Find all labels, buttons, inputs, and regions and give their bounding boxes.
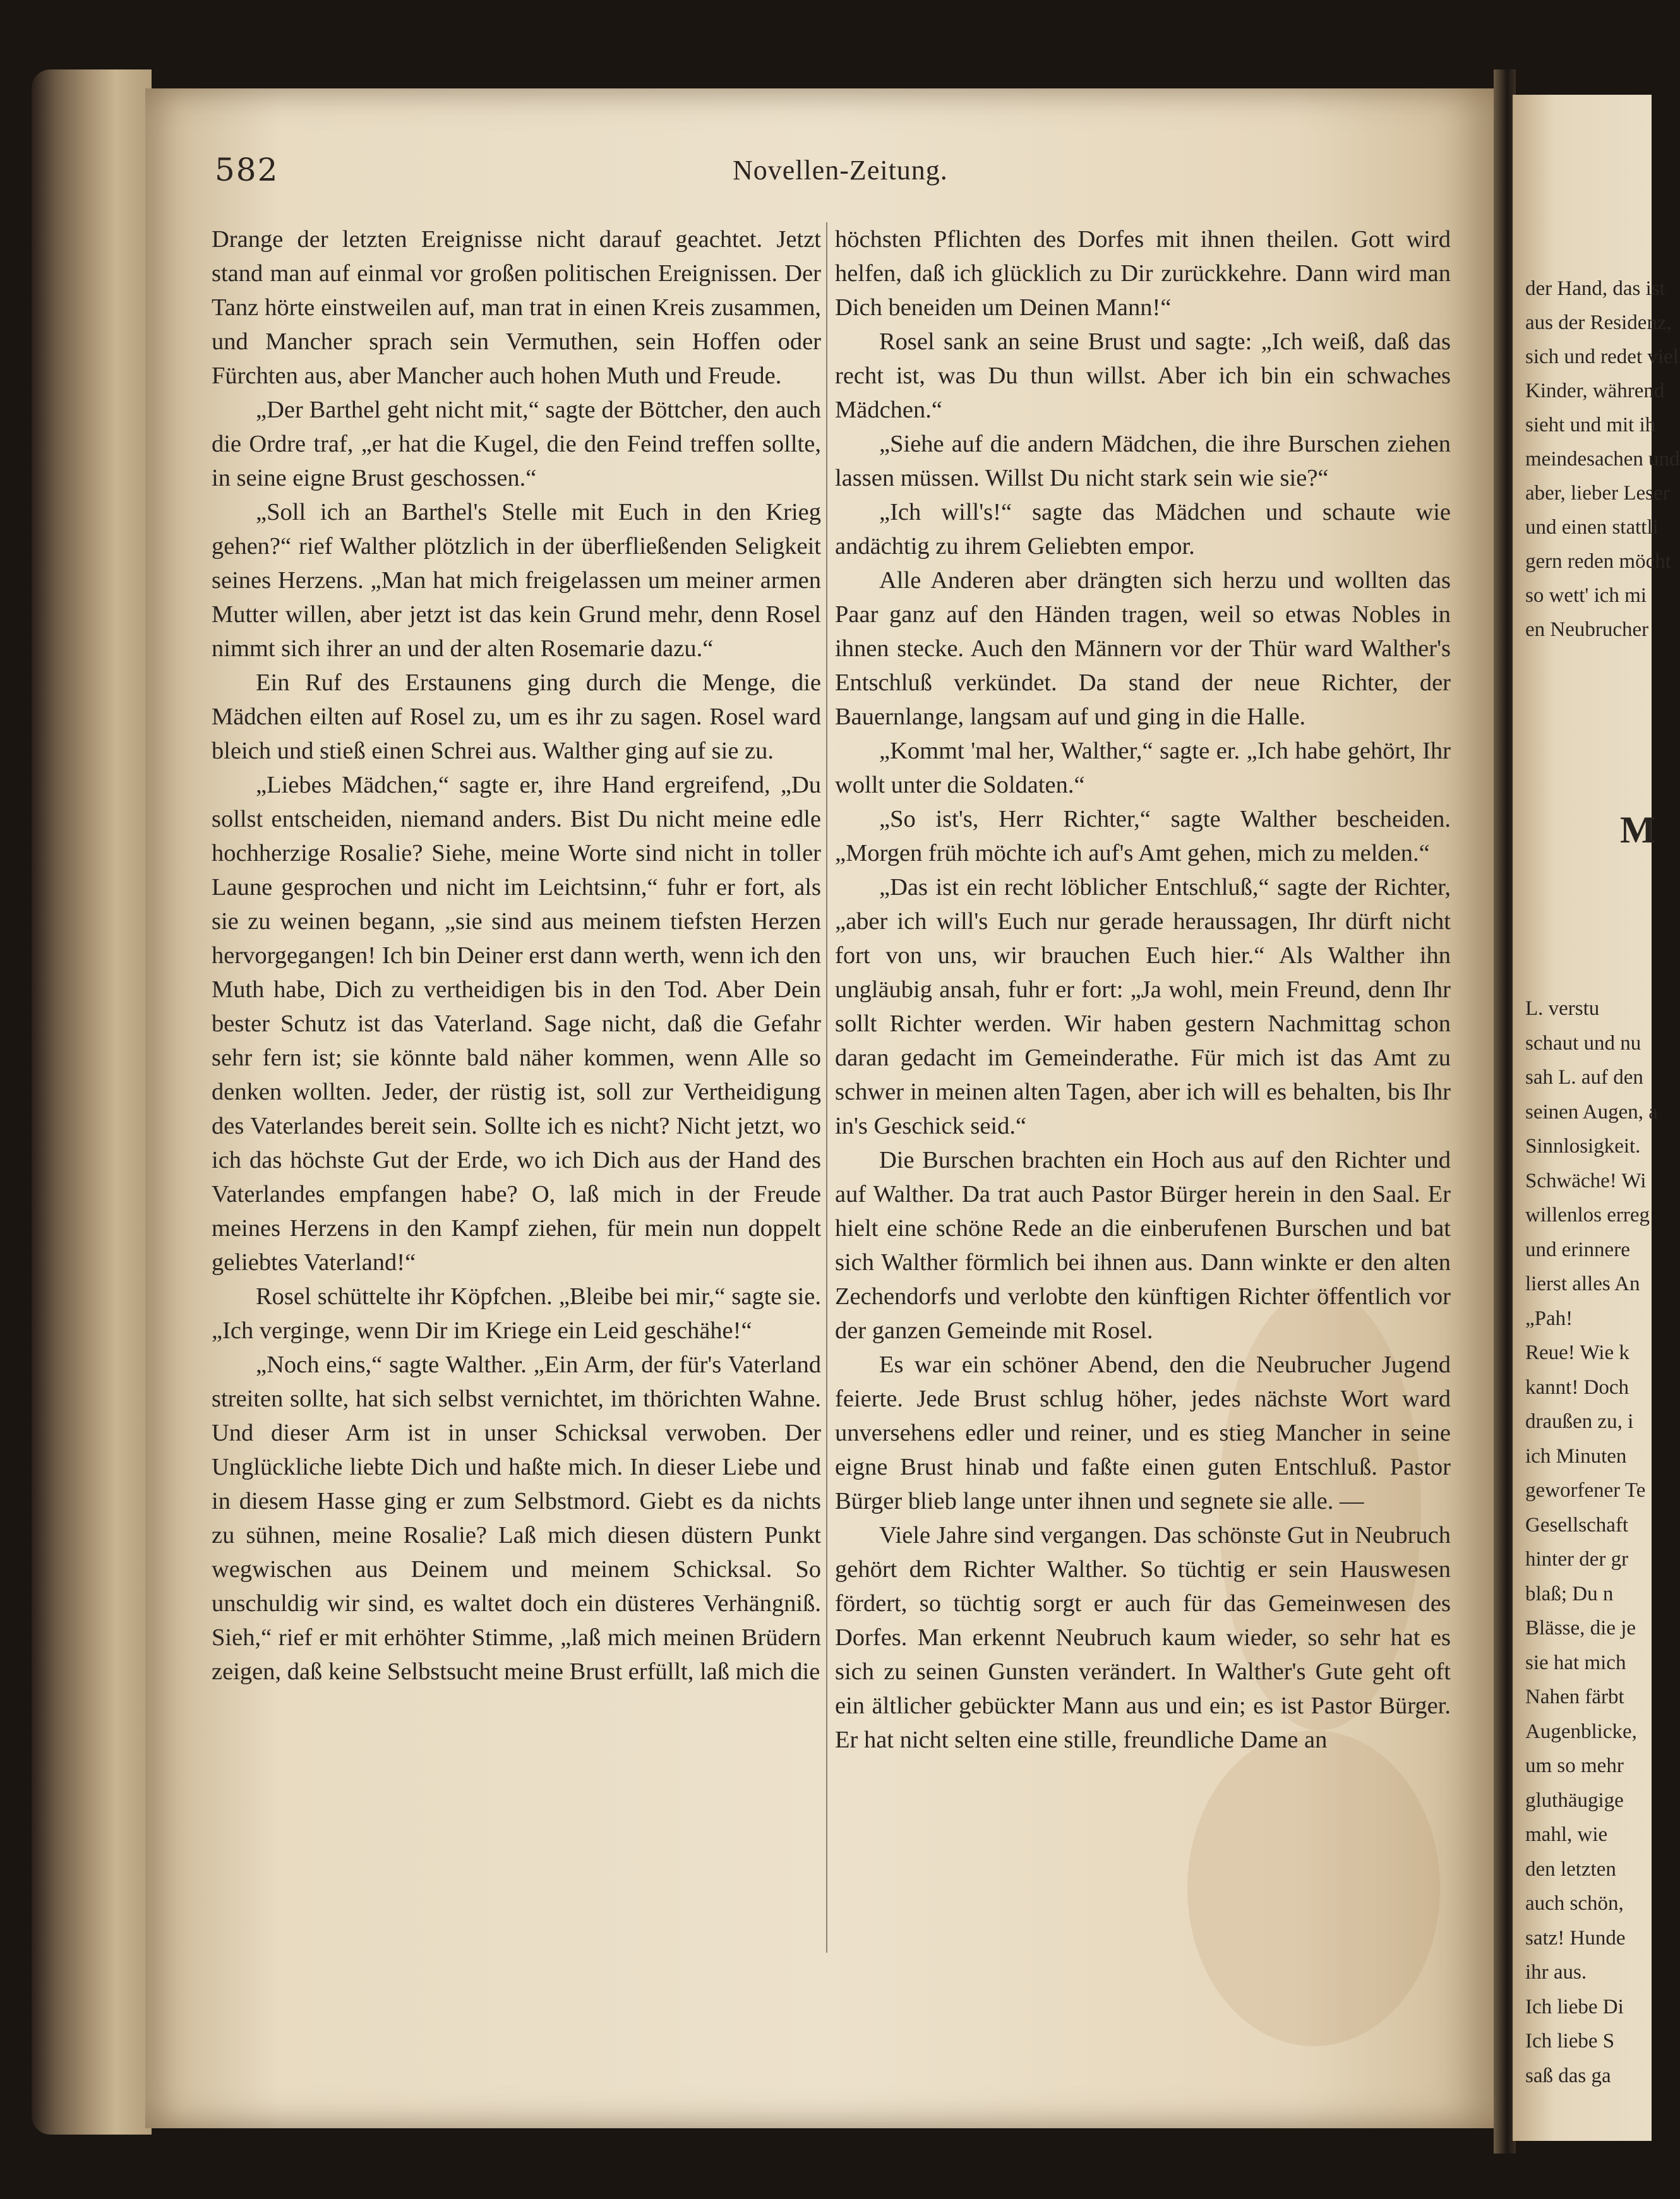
facing-page-line: draußen zu, i (1525, 1410, 1634, 1433)
page-number: 582 (215, 152, 279, 188)
facing-page-line: willenlos erreg (1525, 1204, 1650, 1226)
paragraph: Drange der letzten Ereignisse nicht darauf geachtet. Jetzt stand man auf einmal vor großen politischen Ereignissen. Der Tanz hörte einstweilen auf, man trat in einen Kreis zusammen, und Mancher sprach sein Vermuthen, sein Hoffen oder Fürchten aus, aber Mancher auch hohen Muth und Freude. (212, 226, 821, 389)
facing-page-line: den letzten (1525, 1857, 1616, 1881)
facing-page-line: ihr aus. (1525, 1961, 1587, 1984)
facing-page-line: aber, lieber Leser (1525, 482, 1670, 505)
facing-page-line: Blässe, die je (1525, 1617, 1636, 1639)
facing-page-line: aus der Residenz, (1525, 311, 1672, 334)
facing-page-line: Gesellschaft (1525, 1513, 1629, 1537)
facing-page-text-bottom (1525, 992, 1664, 2093)
facing-page-line: „Pah! (1525, 1307, 1573, 1330)
facing-page-line: der Hand, das ist (1525, 277, 1665, 300)
facing-page-line: Ich liebe S (1525, 2030, 1615, 2052)
paragraph: „Liebes Mädchen,“ sagte er, ihre Hand ergreifend, „Du sollst entscheiden, niemand anders. Bist Du nicht meine edle hochherzige Rosalie? Siehe, meine Worte sind nicht in toller Laune gesprochen und nicht im Leichtsinn,“ fuhr er fort, als sie zu weinen begann, „sie sind aus meinem tiefsten Herzen hervorgegangen! Ich bin Deiner erst dann werth, wenn ich den Muth habe, Dich zu vertheidigen bis in den Tod. Aber Dein bester Schutz ist das Vaterland. Sage nicht, daß die Gefahr sehr fern ist; sie könnte bald näher kommen, wenn Alle so denken wollten. Jeder, der rüstig ist, soll zur Vertheidigung des Vaterlandes bereit sein. Sollte ich es nicht? Nicht jetzt, wo ich das höchste Gut der Erde, wo ich Dich aus der Hand des Vaterlandes empfangen habe? O, laß mich in der Freude meines Herzens in den Kampf ziehen, für mein nun doppelt geliebtes Vaterland!“ (212, 772, 821, 1276)
facing-page-line: satz! Hunde (1525, 1926, 1626, 1950)
facing-page-line: Augenblicke, (1525, 1720, 1637, 1743)
facing-page-line: Schwäche! Wi (1525, 1169, 1647, 1192)
paragraph: Alle Anderen aber drängten sich herzu und wollten das Paar ganz auf den Händen tragen, weil so etwas Nobles in ihnen stecke. Auch den Männern vor der Thür ward Walther's Entschluß verkündet. Da stand der neue Richter, der Bauernlange, langsam auf und ging in die Halle. (835, 567, 1451, 730)
facing-page-line: Ich liebe Di (1525, 1995, 1624, 2018)
facing-page-line: und erinnere (1525, 1238, 1630, 1261)
book-page-edges (32, 69, 152, 2135)
paragraph: „Kommt 'mal her, Walther,“ sagte er. „Ich habe gehört, Ihr wollt unter die Soldaten.“ (835, 738, 1451, 798)
facing-page-line: hinter der gr (1525, 1548, 1629, 1571)
column-divider (826, 222, 827, 1953)
facing-page-line: sie hat mich (1525, 1651, 1626, 1674)
paragraph: „Der Barthel geht nicht mit,“ sagte der Böttcher, den auch die Ordre traf, „er hat die Kugel, die den Feind treffen sollte, in seine eigne Brust geschossen.“ (212, 397, 821, 491)
paragraph: „So ist's, Herr Richter,“ sagte Walther bescheiden. „Morgen früh möchte ich auf's Amt gehen, mich zu melden.“ (835, 806, 1451, 866)
paragraph: Rosel sank an seine Brust und sagte: „Ich weiß, daß das recht ist, was Du thun willst. Aber ich bin ein schwaches Mädchen.“ (835, 328, 1451, 423)
facing-page-line: gluthäugige (1525, 1789, 1624, 1812)
paragraph: Rosel schüttelte ihr Köpfchen. „Bleibe bei mir,“ sagte sie. „Ich verginge, wenn Dir im Kriege ein Leid geschähe!“ (212, 1283, 821, 1344)
right-column (835, 222, 1451, 1757)
page-header (215, 152, 1427, 202)
paragraph: „Ich will's!“ sagte das Mädchen und schaute wie andächtig zu ihrem Geliebten empor. (835, 499, 1451, 560)
paper-stain (1187, 1730, 1440, 2046)
facing-page-line: lierst alles An (1525, 1273, 1640, 1295)
paragraph: „Soll ich an Barthel's Stelle mit Euch in den Krieg gehen?“ rief Walther plötzlich in der überfließenden Seligkeit seines Herzens. „Man hat mich freigelassen um meiner armen Mutter willen, aber jetzt ist das kein Grund mehr, denn Rosel nimmt sich ihrer an und der alten Rosemarie dazu.“ (212, 499, 821, 662)
facing-page-line: seinen Augen, a (1525, 1100, 1658, 1123)
paragraph: Die Burschen brachten ein Hoch aus auf den Richter und auf Walther. Da trat auch Pastor Bürger herein in den Saal. Er hielt eine schöne Rede an die einberufenen Burschen und bat sich Walther förmlich bei ihnen aus. Dann winkte er den alten Zechendorfs und verlobte den künftigen Richter öffentlich vor der ganzen Gemeinde mit Rosel. (835, 1147, 1451, 1344)
facing-page-line: Sinnlosigkeit. (1525, 1135, 1641, 1158)
facing-page-line: mahl, wie (1525, 1823, 1608, 1846)
facing-page-line: sah L. auf den (1525, 1066, 1643, 1089)
paragraph: „Siehe auf die andern Mädchen, die ihre Burschen ziehen lassen müssen. Willst Du nicht stark sein wie sie?“ (835, 431, 1451, 491)
facing-page-line: auch schön, (1525, 1892, 1624, 1915)
running-title: Novellen-Zeitung. (733, 155, 948, 186)
facing-page-heading: M (1620, 809, 1656, 851)
facing-page-line: blaß; Du n (1525, 1582, 1614, 1605)
facing-page-text-top (1525, 272, 1680, 647)
facing-page-line: sieht und mit ih (1525, 414, 1656, 436)
left-column (212, 222, 821, 1689)
facing-page-line: und einen stattli (1525, 516, 1659, 539)
facing-page-line: Reue! Wie k (1525, 1341, 1629, 1364)
facing-page-line: schaut und nu (1525, 1031, 1641, 1055)
facing-page-line: meindesachen und (1525, 448, 1680, 470)
facing-page-line: saß das ga (1525, 2064, 1611, 2087)
facing-page-line: kannt! Doch (1525, 1375, 1629, 1399)
facing-page-line: so wett' ich mi (1525, 584, 1647, 607)
facing-page-line: geworfener Te (1525, 1479, 1646, 1502)
facing-page-line: Kinder, während (1525, 380, 1665, 402)
facing-page (1513, 95, 1680, 2141)
facing-page-line: Nahen färbt (1525, 1686, 1624, 1708)
paragraph: Viele Jahre sind vergangen. Das schönste Gut in Neubruch gehört dem Richter Walther. So tüchtig er sein Hauswesen fördert, so tüchtig sorgt er auch für das Gemeinwesen des Dorfes. Man erkennt Neubruch kaum wieder, so sehr hat es sich zu seinen Gunsten verändert. In Walther's Gute geht oft ein ältlicher gebückter Mann aus und ein; es ist Pastor Bürger. Er hat nicht selten eine stille, freundliche Dame an (835, 1522, 1451, 1753)
paragraph: „Das ist ein recht löblicher Entschluß,“ sagte der Richter, „aber ich will's Euch nur gerade heraussagen, Ihr dürft nicht fort von uns, wir brauchen Euch hier.“ Als Walther ihn ungläubig ansah, fuhr er fort: „Ja wohl, mein Freund, denn Ihr sollt Richter werden. Wir haben gestern Nachmittag schon daran gedacht im Gemeinderathe. Für mich ist das Amt zu schwer in meinen alten Tagen, aber ich will es behalten, bis Ihr in's Geschick seid.“ (835, 874, 1451, 1139)
facing-page-line: L. verstu (1525, 997, 1600, 1020)
paragraph: „Noch eins,“ sagte Walther. „Ein Arm, der für's Vaterland streiten sollte, hat sich selbst vernichtet, im thörichten Wahne. Und dieser Arm ist in unser Schicksal verwoben. Der Unglückliche liebte Dich und haßte mich. In dieser Liebe und in diesem Hasse ging er zum Selbstmord. Giebt es da nichts zu sühnen, meine Rosalie? Laß mich diesen düstern Punkt wegwischen aus Deinem und meinem Schicksal. So unschuldig wir sind, es waltet doch ein düsteres Verhängniß. Sieh,“ rief er mit erhöhter Stimme, „laß mich meinen Brüdern zeigen, daß keine Selbstsucht meine Brust erfüllt, laß mich die (212, 1351, 821, 1685)
facing-page-line: um so mehr (1525, 1754, 1624, 1777)
facing-page-line: ich Minuten (1525, 1444, 1627, 1468)
facing-page-line: en Neubrucher (1525, 618, 1649, 641)
paragraph: höchsten Pflichten des Dorfes mit ihnen theilen. Gott wird helfen, daß ich glücklich zu Dir zurückkehre. Dann wird man Dich beneiden um Deinen Mann!“ (835, 226, 1451, 321)
paragraph: Es war ein schöner Abend, den die Neubrucher Jugend feierte. Jede Brust schlug höher, jedes nächste Wort ward unversehens edler und reiner, und es stieg Mancher in seine eigne Brust hinab und faßte einen guten Entschluß. Pastor Bürger blieb lange unter ihnen und segnete sie alle. — (835, 1351, 1451, 1514)
facing-page-line: gern reden möcht (1525, 550, 1671, 573)
paragraph: Ein Ruf des Erstaunens ging durch die Menge, die Mädchen eilten auf Rosel zu, um es ihr zu sagen. Rosel ward bleich und stieß einen Schrei aus. Walther ging auf sie zu. (212, 669, 821, 764)
facing-page-line: sich und redet viel (1525, 345, 1679, 368)
